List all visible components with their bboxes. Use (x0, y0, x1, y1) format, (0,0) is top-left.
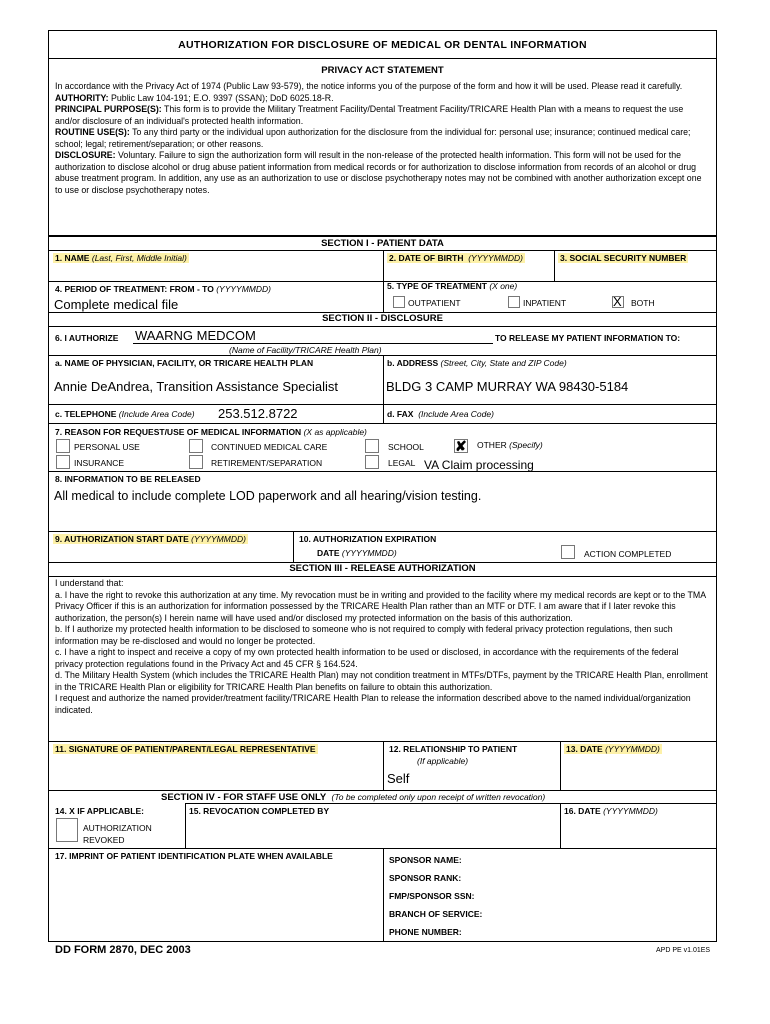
form-title: AUTHORIZATION FOR DISCLOSURE OF MEDICAL OR DENTAL INFORMATION (178, 39, 587, 51)
dob-input[interactable] (387, 266, 552, 280)
both-label: BOTH (631, 298, 655, 308)
name-label: 1. NAME (Last, First, Middle Initial) (55, 253, 187, 263)
form-id: DD FORM 2870, DEC 2003 (55, 944, 191, 956)
request-text: I request and authorize the named provider/treatment facility/TRICARE Health Plan to release the information described above to the named individual/organization indicated. (55, 693, 691, 715)
auth-revoked-line1: AUTHORIZATION (83, 823, 152, 833)
divider (49, 471, 716, 472)
purpose-text: This form is to provide the Military Treatment Facility/Dental Treatment Facility/TRICARE Health Plan with a means to request the use and/or disclosure of an individual's protected health information. (55, 104, 684, 126)
divider (293, 531, 294, 562)
ssn-input[interactable] (558, 266, 713, 280)
revocation-input[interactable] (189, 818, 554, 846)
school-label: SCHOOL (388, 442, 424, 452)
purpose-label: PRINCIPAL PURPOSE(S): (55, 104, 162, 114)
privacy-intro: In accordance with the Privacy Act of 1974 (Public Law 93-579), the notice informs you of the purpose of the form and how it will be used. Please read it carefully. (55, 81, 683, 91)
term-a: a. I have the right to revoke this authorization at any time. My revocation must be in writing and provided to the facility where my medical records are kept or to the TMA Privacy Officer if this is an authorization for information possessed by the TRICARE Health Plan rather than an MTF or DTF. I am aware that if I later revoke this authorization, the person(s) I herein name will have used and/or disclosed my protected information on the basis of this authorization. (55, 589, 706, 623)
telephone-input[interactable]: 253.512.8722 (218, 406, 298, 421)
physician-label: a. NAME OF PHYSICIAN, FACILITY, OR TRICARE HEALTH PLAN (55, 358, 314, 368)
inpatient-checkbox[interactable] (508, 296, 520, 308)
start-date-label: 9. AUTHORIZATION START DATE (YYYYMMDD) (55, 534, 246, 544)
expiration-label: 10. AUTHORIZATION EXPIRATION (299, 534, 437, 544)
divider (49, 235, 716, 237)
divider (49, 790, 716, 791)
both-mark: X (613, 294, 622, 309)
info-label: 8. INFORMATION TO BE RELEASED (55, 474, 201, 484)
divider (383, 848, 384, 941)
dob-label: 2. DATE OF BIRTH (YYYYMMDD) (389, 253, 523, 263)
date16-label: 16. DATE (YYYYMMDD) (564, 806, 658, 816)
authority-label: AUTHORITY: (55, 92, 109, 103)
disclosure-label: DISCLOSURE: (55, 150, 116, 160)
authorize-label: 6. I AUTHORIZE (55, 333, 119, 343)
x-if-applicable-label: 14. X IF APPLICABLE: (55, 806, 144, 816)
divider (383, 250, 384, 281)
facility-hint: (Name of Facility/TRICARE Health Plan) (229, 345, 382, 355)
branch-label: BRANCH OF SERVICE: (389, 909, 483, 919)
term-d: d. The Military Health System (which includes the TRICARE Health Plan) may not condition treatment in MTFs/DTFs, payment by the TRICARE Health Plan, enrollment in the TRICARE Health Plan or eligibility for TRICARE Health Plan benefits on failure to obtain this authorization. (55, 670, 708, 692)
date13-input[interactable] (564, 757, 712, 787)
reason-label: 7. REASON FOR REQUEST/USE OF MEDICAL INFORMATION (X as applicable) (55, 427, 367, 437)
other-mark: ✘ (455, 438, 467, 454)
legal-checkbox[interactable] (365, 455, 379, 469)
other-label: OTHER (Specify) (477, 440, 543, 450)
divider (49, 58, 716, 59)
dd-form-2870 (48, 30, 717, 942)
section4-heading: SECTION IV - FOR STAFF USE ONLY (To be completed only upon receipt of written revocation) (161, 792, 546, 803)
signature-label: 11. SIGNATURE OF PATIENT/PARENT/LEGAL REPRESENTATIVE (55, 744, 316, 754)
routine-label: ROUTINE USE(S): (55, 127, 130, 137)
date13-label: 13. DATE (YYYYMMDD) (566, 744, 660, 754)
section1-heading: SECTION I - PATIENT DATA (321, 238, 444, 249)
imprint-label: 17. IMPRINT OF PATIENT IDENTIFICATION PLATE WHEN AVAILABLE (55, 851, 333, 861)
routine-text: To any third party or the individual upon authorization for the disclosure from the individual for: personal use; insurance; continued medical care; school; legal; retirement/separation; or other reasons. (55, 127, 691, 149)
release-terms (55, 578, 708, 716)
action-completed-label: ACTION COMPLETED (584, 549, 672, 559)
info-input[interactable]: All medical to include complete LOD paperwork and all hearing/vision testing. (54, 489, 482, 503)
sponsor-rank-label: SPONSOR RANK: (389, 873, 462, 883)
other-specify-input[interactable]: VA Claim processing (424, 458, 534, 472)
divider (383, 281, 384, 312)
ssn-label: 3. SOCIAL SECURITY NUMBER (560, 253, 687, 263)
expiration-date-label: DATE (YYYYMMDD) (317, 548, 397, 558)
revoked-checkbox[interactable] (56, 818, 78, 842)
disclosure-text: Voluntary. Failure to sign the authorization form will result in the non-release of the protected health information. This form will not be used for the authorization to disclose alcohol or drug abuse patient information from medical records or for authorization to disclose information from records of an alcohol or drug abuse treatment program. In addition, any use as an authorization to use or disclose psychotherapy notes may not be combined with another authorization except one to use or disclose psychotherapy notes. (55, 150, 702, 195)
continued-care-label: CONTINUED MEDICAL CARE (211, 442, 328, 452)
release-to-label: TO RELEASE MY PATIENT INFORMATION TO: (495, 333, 681, 343)
treatment-type-label: 5. TYPE OF TREATMENT (X one) (387, 281, 518, 291)
privacy-heading: PRIVACY ACT STATEMENT (321, 65, 444, 76)
insurance-label: INSURANCE (74, 458, 125, 468)
divider (49, 404, 716, 405)
start-date-input[interactable] (53, 546, 289, 560)
divider (185, 803, 716, 804)
action-completed-checkbox[interactable] (561, 545, 575, 559)
personal-use-checkbox[interactable] (56, 439, 70, 453)
outpatient-label: OUTPATIENT (408, 298, 461, 308)
version-label: APD PE v1.01ES (656, 947, 711, 954)
section3-heading: SECTION III - RELEASE AUTHORIZATION (289, 563, 476, 574)
divider (185, 803, 186, 848)
period-label: 4. PERIOD OF TREATMENT: FROM - TO (YYYYMMDD) (55, 284, 271, 294)
section2-heading: SECTION II - DISCLOSURE (322, 313, 443, 324)
continued-care-checkbox[interactable] (189, 439, 203, 453)
divider (49, 531, 716, 532)
relationship-input[interactable]: Self (387, 771, 410, 786)
divider (49, 423, 716, 424)
divider (554, 250, 555, 281)
divider (49, 326, 716, 327)
divider (560, 803, 561, 848)
term-b: b. If I authorize my protected health information to be disclosed to someone who is not required to comply with federal privacy protection regulations, then such information may be re-disclosed and would no longer be protected. (55, 624, 673, 646)
divider (560, 741, 561, 790)
insurance-checkbox[interactable] (56, 455, 70, 469)
divider (49, 576, 716, 577)
signature-input[interactable] (53, 757, 379, 787)
telephone-label: c. TELEPHONE (Include Area Code) (55, 409, 195, 419)
address-input[interactable]: BLDG 3 CAMP MURRAY WA 98430-5184 (386, 379, 629, 394)
fmp-ssn-label: FMP/SPONSOR SSN: (389, 891, 475, 901)
name-input[interactable] (53, 266, 381, 280)
phone-number-label: PHONE NUMBER: (389, 927, 462, 937)
inpatient-label: INPATIENT (523, 298, 567, 308)
legal-label: LEGAL (388, 458, 416, 468)
sponsor-name-label: SPONSOR NAME: (389, 855, 462, 865)
authority-text: Public Law 104-191; E.O. 9397 (SSAN); DoD 6025.18-R. (108, 92, 334, 103)
relationship-label: 12. RELATIONSHIP TO PATIENT (389, 744, 518, 754)
outpatient-checkbox[interactable] (393, 296, 405, 308)
school-checkbox[interactable] (365, 439, 379, 453)
physician-input[interactable]: Annie DeAndrea, Transition Assistance Specialist (54, 379, 338, 394)
personal-use-label: PERSONAL USE (74, 442, 140, 452)
auth-revoked-line2: REVOKED (83, 835, 125, 845)
authorize-input[interactable]: WAARNG MEDCOM (135, 328, 256, 343)
authorize-underline (133, 343, 493, 344)
address-label: b. ADDRESS (Street, City, State and ZIP Code) (387, 358, 567, 368)
relationship-hint: (If applicable) (417, 756, 469, 766)
term-c: c. I have a right to inspect and receive a copy of my own protected health information to be used or disclosed, in accordance with the requirements of the federal privacy protection regulations found in the Privacy Act and 45 CFR § 164.524. (55, 647, 679, 669)
divider (383, 741, 384, 790)
retirement-checkbox[interactable] (189, 455, 203, 469)
understand-text: I understand that: (55, 578, 124, 588)
retirement-label: RETIREMENT/SEPARATION (211, 458, 323, 468)
period-input[interactable]: Complete medical file (54, 297, 179, 312)
privacy-statement (55, 81, 708, 196)
fax-label: d. FAX (Include Area Code) (387, 409, 494, 419)
revocation-label: 15. REVOCATION COMPLETED BY (189, 806, 330, 816)
divider (383, 355, 384, 423)
